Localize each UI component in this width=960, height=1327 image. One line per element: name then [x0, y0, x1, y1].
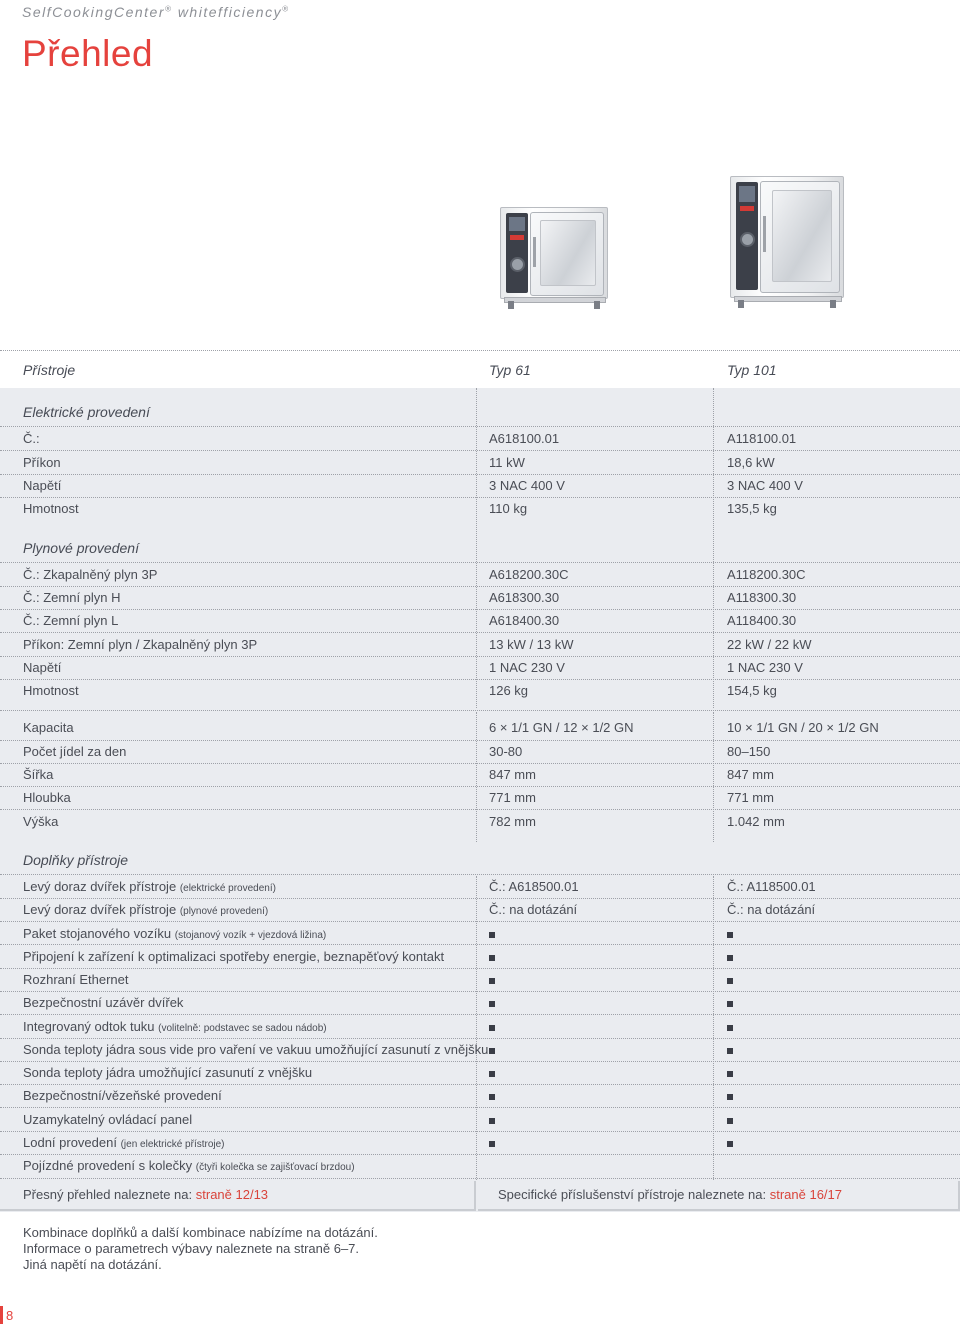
row-rule	[0, 562, 960, 563]
spec-value-typ-61: 6 × 1/1 GN / 12 × 1/2 GN	[489, 720, 634, 735]
spec-value-typ-101: 771 mm	[727, 790, 774, 805]
gas-label: Napětí	[23, 660, 62, 675]
row-rule	[0, 632, 960, 633]
overview-reference-text: Přesný přehled naleznete na:	[23, 1187, 193, 1202]
spec-value-typ-101: 847 mm	[727, 767, 774, 782]
accessory-label: Připojení k zařízení k optimalizaci spotřeby energie, beznapěťový kontakt	[23, 949, 445, 964]
page-number-marker	[0, 1306, 3, 1324]
accessory-label: Lodní provedení (jen elektrické přístroje)	[23, 1135, 225, 1150]
electric-label: Příkon	[23, 455, 61, 470]
bullet-square-icon	[489, 1025, 495, 1031]
accessory-label: Levý doraz dvířek přístroje (elektrické provedení)	[23, 879, 276, 894]
row-rule	[0, 1061, 960, 1062]
bullet-square-icon	[489, 978, 495, 984]
gas-label: Č.: Zkapalněný plyn 3P	[23, 567, 158, 582]
gas-value-typ-61: A618200.30C	[489, 567, 569, 582]
gas-value-typ-61: 126 kg	[489, 683, 529, 698]
bullet-square-icon	[727, 1048, 733, 1054]
accessories-reference-text: Specifické příslušenství přístroje naleznete na:	[498, 1187, 767, 1202]
accessory-label: Rozhraní Ethernet	[23, 972, 129, 987]
gas-value-typ-101: 154,5 kg	[727, 683, 777, 698]
electric-label: Napětí	[23, 478, 62, 493]
spec-label: Kapacita	[23, 720, 74, 735]
bullet-square-icon	[489, 932, 495, 938]
spec-value-typ-61: 847 mm	[489, 767, 536, 782]
spec-label: Hloubka	[23, 790, 71, 805]
electric-value-typ-61: 3 NAC 400 V	[489, 478, 565, 493]
spec-value-typ-61: 30-80	[489, 744, 523, 759]
accessory-value-typ-61: Č.: A618500.01	[489, 879, 579, 894]
brand-name: SelfCookingCenter	[22, 4, 166, 20]
row-rule	[0, 991, 960, 992]
accessory-label: Sonda teploty jádra umožňující zasunutí z vnějšku	[23, 1065, 313, 1080]
header-col-typ-61: Typ 61	[489, 362, 531, 378]
bullet-square-icon	[489, 1094, 495, 1100]
accessories-page-link[interactable]: straně 16/17	[769, 1187, 842, 1202]
row-rule	[0, 921, 960, 922]
overview-reference	[23, 1187, 268, 1203]
brand-line	[22, 4, 289, 20]
row-rule	[0, 809, 960, 810]
row-rule	[0, 450, 960, 451]
row-rule	[0, 1107, 960, 1108]
bullet-square-icon	[727, 1094, 733, 1100]
section-title-electric: Elektrické provedení	[23, 404, 150, 420]
page-title: Přehled	[22, 33, 154, 74]
row-rule	[0, 474, 960, 475]
spec-value-typ-61: 782 mm	[489, 814, 536, 829]
electric-value-typ-101: 3 NAC 400 V	[727, 478, 803, 493]
brand-suffix: whitefficiency	[177, 4, 283, 20]
spec-value-typ-101: 10 × 1/1 GN / 20 × 1/2 GN	[727, 720, 879, 735]
row-rule	[0, 786, 960, 787]
header-col-typ-101: Typ 101	[727, 362, 777, 378]
row-rule	[0, 426, 960, 427]
column-divider-2b	[713, 712, 714, 842]
bullet-square-icon	[727, 1071, 733, 1077]
row-rule	[0, 679, 960, 680]
page-number: 8	[6, 1308, 14, 1323]
row-rule	[0, 1084, 960, 1085]
electric-value-typ-101: A118100.01	[727, 431, 797, 446]
accessory-label: Pojízdné provedení s kolečky (čtyři kolečka se zajišťovací brzdou)	[23, 1158, 355, 1173]
accessory-label: Sonda teploty jádra sous vide pro vaření ve vakuu umožňující zasunutí z vnějšku	[23, 1042, 489, 1057]
gas-value-typ-101: A118200.30C	[727, 567, 806, 582]
bullet-square-icon	[489, 1071, 495, 1077]
gas-label: Příkon: Zemní plyn / Zkapalněný plyn 3P	[23, 637, 258, 652]
row-rule	[0, 944, 960, 945]
accessory-label: Bezpečnostní/vězeňské provedení	[23, 1088, 222, 1103]
brand-reg-mark: ®	[165, 4, 173, 14]
spec-value-typ-101: 1.042 mm	[727, 814, 785, 829]
gas-value-typ-61: A618400.30	[489, 613, 560, 628]
gas-label: Č.: Zemní plyn L	[23, 613, 119, 628]
electric-label: Hmotnost	[23, 501, 79, 516]
spec-value-typ-61: 771 mm	[489, 790, 536, 805]
bullet-square-icon	[727, 978, 733, 984]
row-rule	[0, 763, 960, 764]
section-title-accessories: Doplňky přístroje	[23, 852, 129, 868]
column-divider-2	[713, 388, 714, 708]
row-rule	[0, 586, 960, 587]
column-divider-1b	[476, 712, 477, 842]
bullet-square-icon	[727, 1001, 733, 1007]
row-rule	[0, 497, 960, 498]
gas-label: Hmotnost	[23, 683, 79, 698]
section-title-gas: Plynové provedení	[23, 540, 139, 556]
gas-label: Č.: Zemní plyn H	[23, 590, 121, 605]
header-devices: Přístroje	[23, 362, 76, 378]
gas-value-typ-101: 22 kW / 22 kW	[727, 637, 812, 652]
row-rule	[0, 740, 960, 741]
row-rule	[0, 874, 960, 875]
bullet-square-icon	[489, 1048, 495, 1054]
row-rule	[0, 1131, 960, 1132]
row-rule	[0, 1178, 960, 1179]
gas-value-typ-61: 13 kW / 13 kW	[489, 637, 574, 652]
row-rule	[0, 609, 960, 610]
accessory-label: Levý doraz dvířek přístroje (plynové provedení)	[23, 902, 269, 917]
accessories-reference	[498, 1187, 842, 1203]
accessory-value-typ-101: Č.: A118500.01	[727, 879, 816, 894]
accessory-value-typ-101: Č.: na dotázání	[727, 902, 816, 917]
bullet-square-icon	[727, 1025, 733, 1031]
gas-value-typ-101: A118400.30	[727, 613, 797, 628]
spec-label: Šířka	[23, 767, 54, 782]
spec-label: Výška	[23, 814, 59, 829]
gas-value-typ-61: A618300.30	[489, 590, 560, 605]
gas-value-typ-101: 1 NAC 230 V	[727, 660, 803, 675]
header-top-rule	[0, 350, 960, 351]
row-rule	[0, 968, 960, 969]
bullet-square-icon	[489, 1118, 495, 1124]
gas-value-typ-61: 1 NAC 230 V	[489, 660, 565, 675]
bullet-square-icon	[727, 955, 733, 961]
spec-value-typ-101: 80–150	[727, 744, 771, 759]
electric-value-typ-101: 18,6 kW	[727, 455, 775, 470]
overview-page-link[interactable]: straně 12/13	[195, 1187, 269, 1202]
footnote: Jiná napětí na dotázání.	[23, 1257, 162, 1272]
electric-value-typ-61: A618100.01	[489, 431, 560, 446]
accessory-label: Integrovaný odtok tuku (volitelně: podstavec se sadou nádob)	[23, 1019, 327, 1034]
accessory-label: Uzamykatelný ovládací panel	[23, 1112, 193, 1127]
bullet-square-icon	[727, 932, 733, 938]
oven-illustration-typ-101	[730, 176, 844, 308]
row-rule	[0, 1038, 960, 1039]
column-divider-1	[476, 388, 477, 708]
section-rule	[0, 710, 960, 711]
row-rule	[0, 656, 960, 657]
brand-suffix-reg-mark: ®	[282, 4, 290, 14]
row-rule	[0, 1154, 960, 1155]
bullet-square-icon	[727, 1118, 733, 1124]
electric-label: Č.:	[23, 431, 40, 446]
electric-value-typ-61: 110 kg	[489, 501, 528, 516]
row-rule	[0, 898, 960, 899]
oven-illustration-typ-61	[500, 207, 608, 307]
electric-value-typ-101: 135,5 kg	[727, 501, 777, 516]
bullet-square-icon	[489, 955, 495, 961]
row-rule	[0, 1014, 960, 1015]
gas-value-typ-101: A118300.30	[727, 590, 797, 605]
bullet-square-icon	[489, 1001, 495, 1007]
accessory-label: Paket stojanového vozíku (stojanový vozík + vjezdová ližina)	[23, 926, 327, 941]
electric-value-typ-61: 11 kW	[489, 455, 525, 470]
accessory-value-typ-61: Č.: na dotázání	[489, 902, 578, 917]
bullet-square-icon	[727, 1141, 733, 1147]
bullet-square-icon	[489, 1141, 495, 1147]
footnote: Kombinace doplňků a další kombinace nabízíme na dotázání.	[23, 1225, 378, 1240]
accessory-label: Bezpečnostní uzávěr dvířek	[23, 995, 184, 1010]
spec-label: Počet jídel za den	[23, 744, 127, 759]
footnote: Informace o parametrech výbavy naleznete na straně 6–7.	[23, 1241, 360, 1256]
